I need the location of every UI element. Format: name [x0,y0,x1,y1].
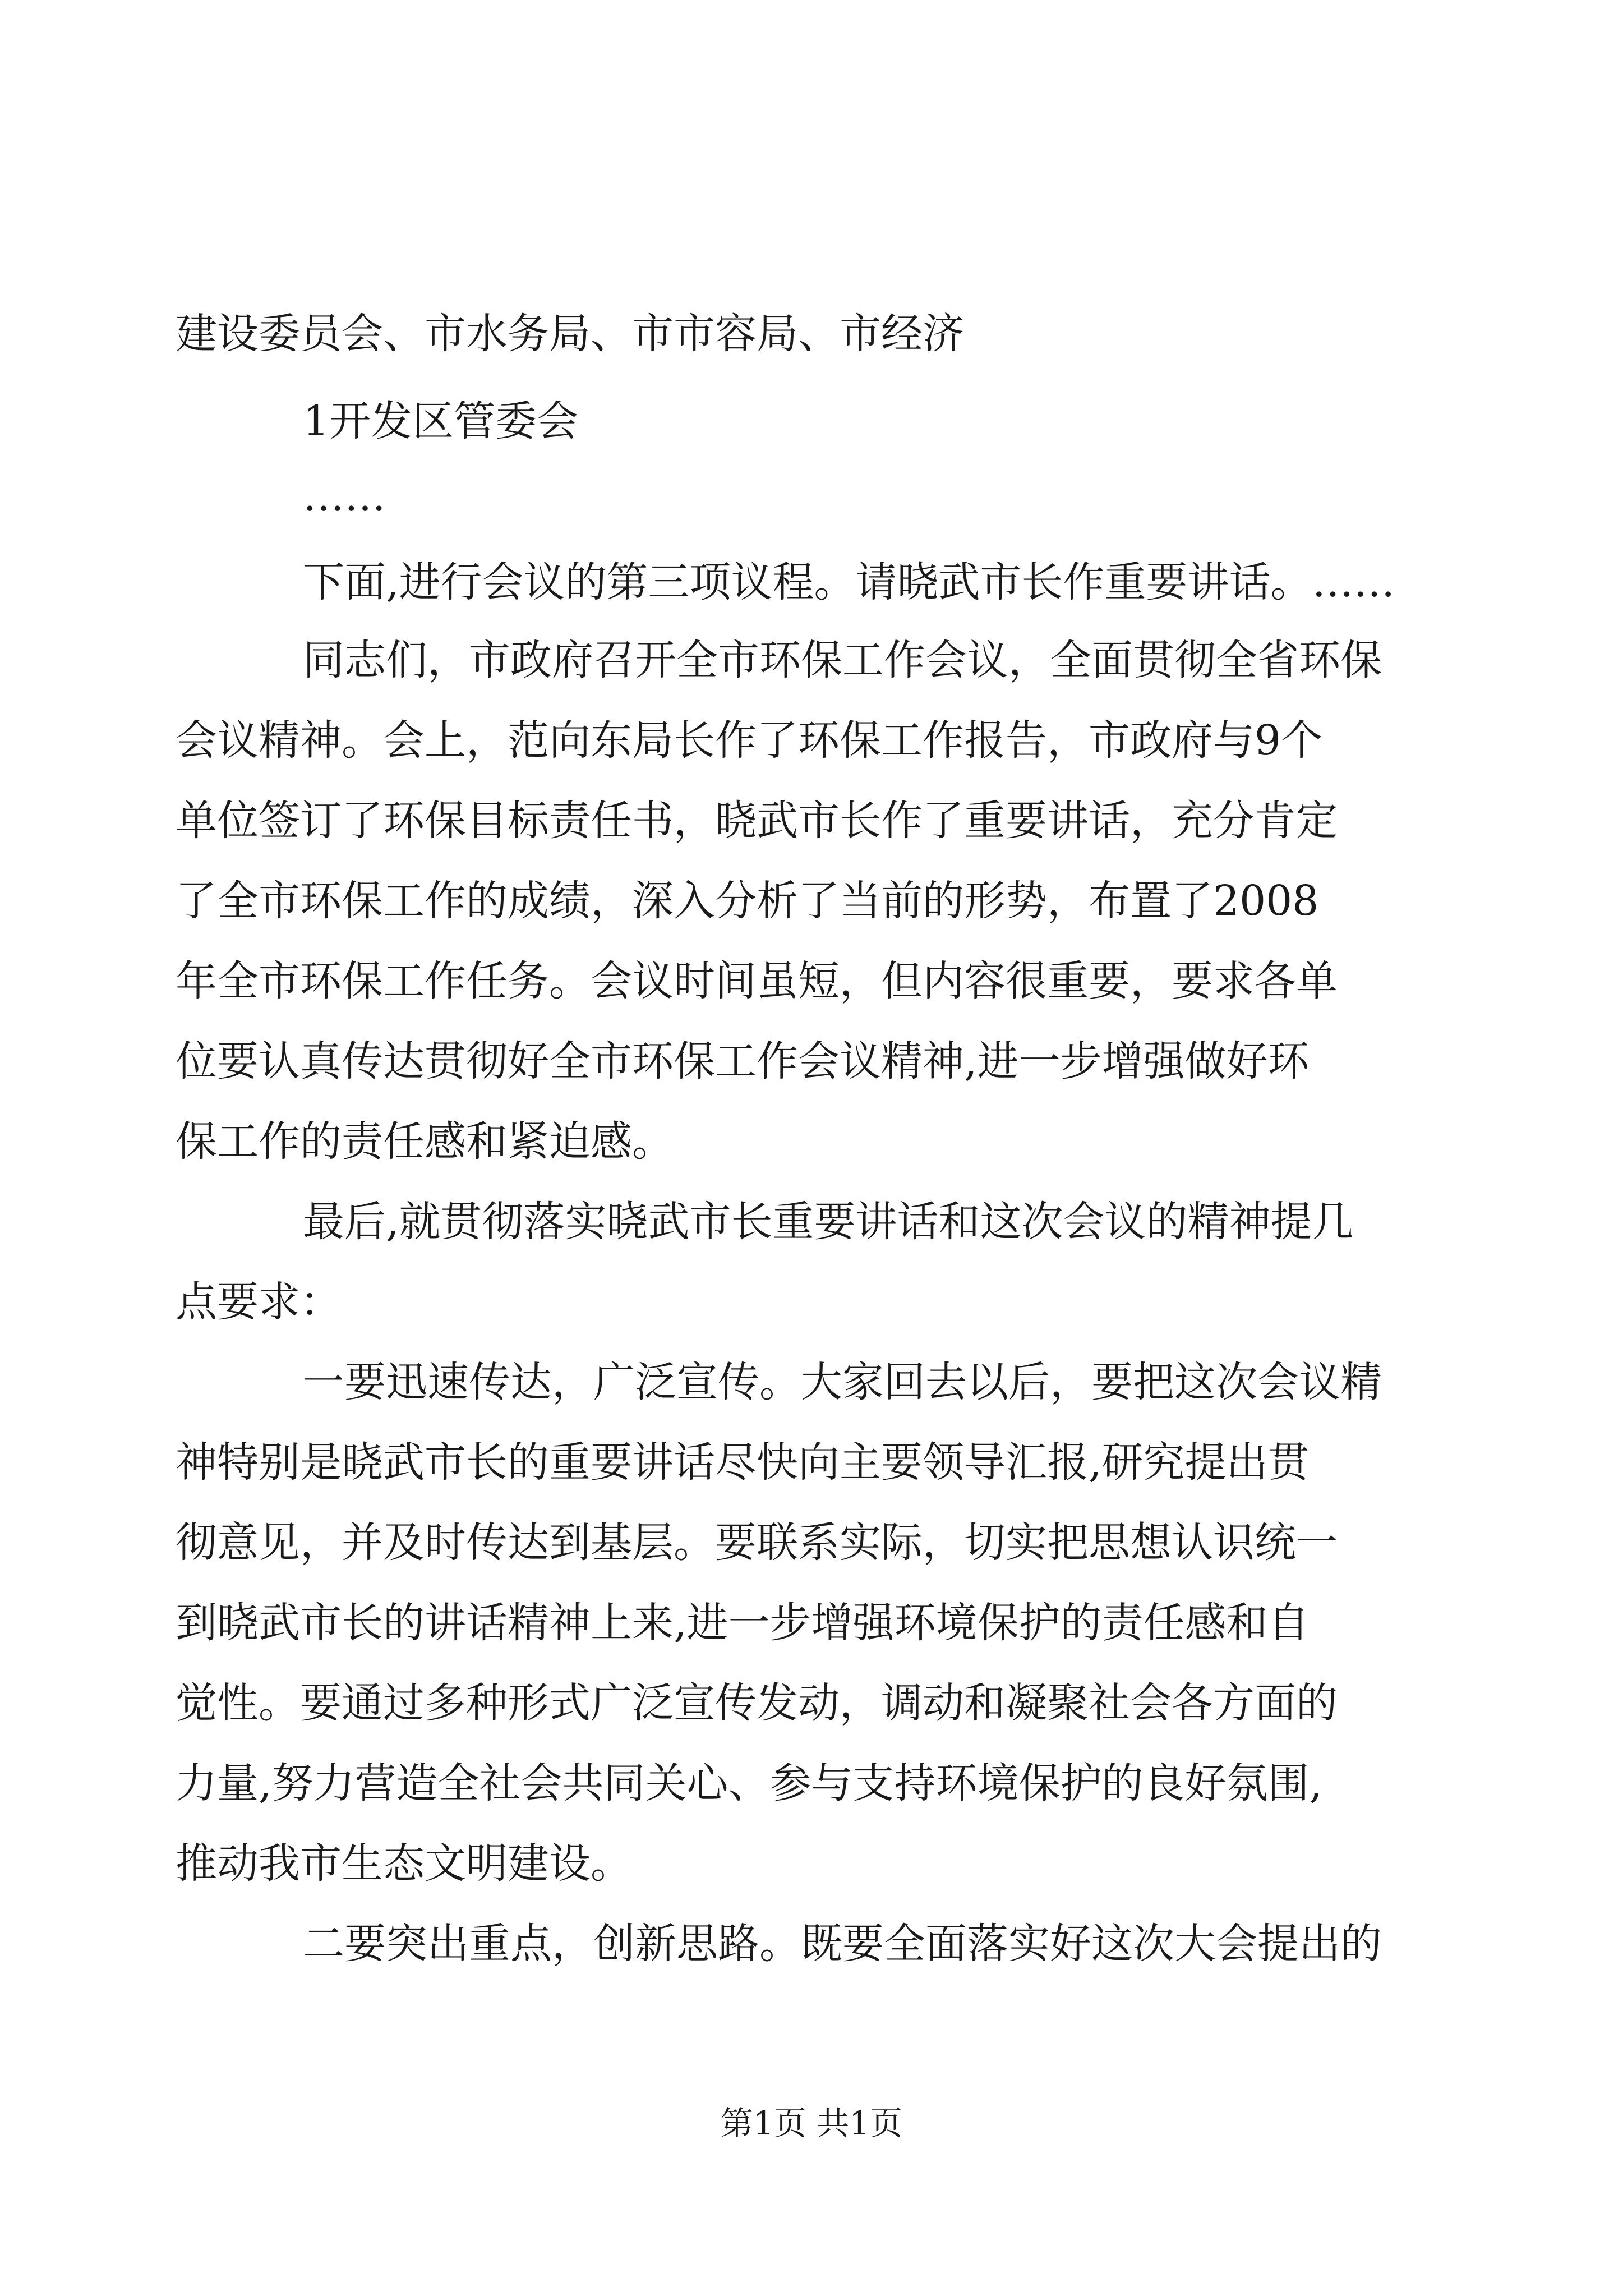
body-line: 彻意见，并及时传达到基层。要联系实际，切实把思想认识统一 [176,1519,1338,1567]
body-line: 位要认真传达贯彻好全市环保工作会议精神,进一步增强做好环 [176,1037,1310,1085]
body-line: 力量,努力营造全社会共同关心、参与支持环境保护的良好氛围, [176,1759,1323,1807]
body-line: 下面,进行会议的第三项议程。请晓武市长作重要讲话。…… [303,558,1395,606]
body-line: 保工作的责任感和紧迫感。 [176,1117,674,1166]
body-line: 1开发区管委会 [303,397,579,445]
body-line: 一要迅速传达，广泛宣传。大家回去以后，要把这次会议精 [303,1358,1382,1406]
page-footer: 第1页 共1页 [720,2104,903,2142]
body-line: 会议精神。会上，范向东局长作了环保工作报告，市政府与9个 [176,716,1323,765]
body-line: 同志们，市政府召开全市环保工作会议，全面贯彻全省环保 [303,636,1382,684]
body-line: 神特别是晓武市长的重要讲话尽快向主要领导汇报,研究提出贯 [176,1438,1310,1487]
body-line: 二要突出重点，创新思路。既要全面落实好这次大会提出的 [303,1920,1382,1968]
body-line: 了全市环保工作的成绩，深入分析了当前的形势，布置了2008 [176,877,1319,925]
body-line: 建设委员会、市水务局、市市容局、市经济 [176,310,964,358]
body-line: 单位签订了环保目标责任书，晓武市长作了重要讲话，充分肯定 [176,797,1338,845]
body-line: 年全市环保工作任务。会议时间虽短，但内容很重要，要求各单 [176,957,1338,1005]
body-line: 觉性。要通过多种形式广泛宣传发动，调动和凝聚社会各方面的 [176,1679,1338,1727]
body-line: 到晓武市长的讲话精神上来,进一步增强环境保护的责任感和自 [176,1599,1310,1647]
body-line: …… [303,472,386,521]
body-line: 推动我市生态文明建设。 [176,1839,632,1888]
body-line: 点要求： [176,1278,342,1326]
body-line: 最后,就贯彻落实晓武市长重要讲话和这次会议的精神提几 [303,1198,1354,1246]
